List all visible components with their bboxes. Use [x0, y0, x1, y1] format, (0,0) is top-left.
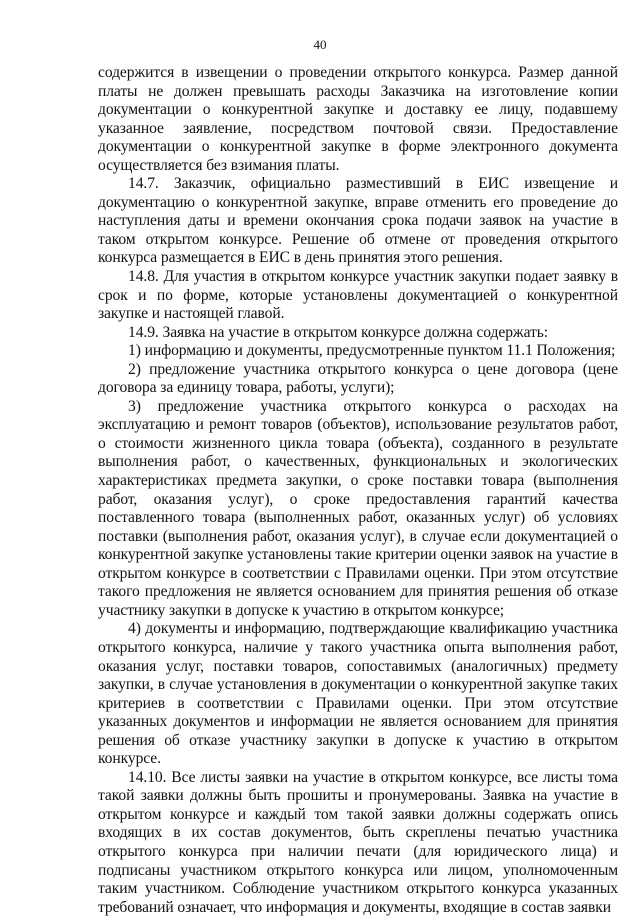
- paragraph-continuation: содержится в извещении о проведении открытого конкурса. Размер данной платы не должен превышать расходы Заказчика на изготовление копии документации о конкурентной закупке и доставку ее лицу, подавшему указанное заявление, посредством почтовой связи. Предоставление документации о конкурентной закупке в форме электронного документа осуществляется без взимания платы.: [98, 64, 618, 174]
- paragraph-14-8: 14.8. Для участия в открытом конкурсе участник закупки подает заявку в срок и по форме, которые установлены документацией о конкурентной закупке и настоящей главой.: [98, 268, 618, 323]
- page-number: 40: [313, 37, 327, 52]
- document-body: [98, 64, 618, 917]
- paragraph-14-7: 14.7. Заказчик, официально разместивший в ЕИС извещение и документацию о конкурентной закупке, вправе отменить его проведение до наступления даты и времени окончания срока подачи заявок на участие в таком открытом конкурсе. Решение об отмене от проведения открытого конкурса размещается в ЕИС в день принятия этого решения.: [98, 175, 618, 267]
- paragraph-14-9: 14.9. Заявка на участие в открытом конкурсе должна содержать:: [128, 323, 548, 341]
- list-item-1: 1) информацию и документы, предусмотренные пунктом 11.1 Положения;: [128, 342, 616, 360]
- list-item-2: 2) предложение участника открытого конкурса о цене договора (цене договора за единицу товара, работы, услуги);: [98, 360, 618, 397]
- paragraph-14-10: 14.10. Все листы заявки на участие в открытом конкурсе, все листы тома такой заявки должны быть прошиты и пронумерованы. Заявка на участие в открытом конкурсе и каждый том такой заявки должны содержать опись входящих в их состав документов, быть скреплены печатью участника открытого конкурса при наличии печати (для юридического лица) и подписаны участником открытого конкурса или лицом, уполномоченным таким участником. Соблюдение участником открытого конкурса указанных требований означает, что информация и документы, входящие в состав заявки: [98, 768, 618, 916]
- list-item-3: 3) предложение участника открытого конкурса о расходах на эксплуатацию и ремонт товаров (объектов), использование результатов работ, о стоимости жизненного цикла товара (объекта), созданного в результате выполнения работ, о качественных, функциональных и экологических характеристиках предмета закупки, о сроке поставки товара (выполнения работ, оказания услуг), о сроке предоставления гарантий качества поставленного товара (выполненных работ, оказанных услуг) об условиях поставки (выполнения работ, оказания услуг), в случае если документацией о конкурентной закупке установлены такие критерии оценки заявок на участие в открытом конкурсе в соответствии с Правилами оценки. При этом отсутствие такого предложения не является основанием для принятия решения об отказе участнику закупки в допуске к участию в открытом конкурсе;: [98, 397, 618, 619]
- list-item-4: 4) документы и информацию, подтверждающие квалификацию участника открытого конкурса, наличие у такого участника опыта выполнения работ, оказания услуг, поставки товаров, сопоставимых (аналогичных) предмету закупки, в случае установления в документации о конкурентной закупке таких критериев в соответствии с Правилами оценки. При этом отсутствие указанных документов и информации не является основанием для принятия решения об отказе участнику закупки в допуске к участию в открытом конкурсе.: [98, 620, 618, 768]
